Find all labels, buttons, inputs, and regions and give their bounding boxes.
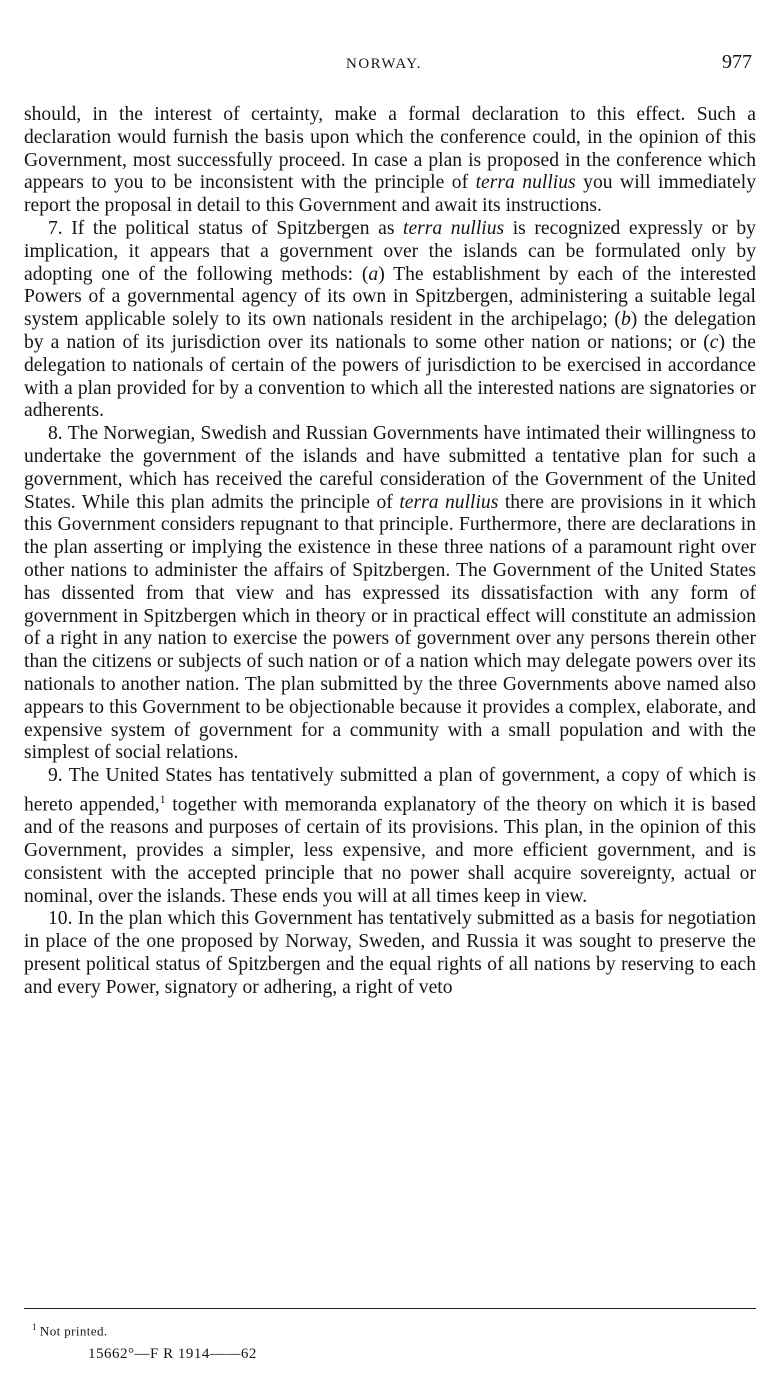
- footnote-marker: 1: [32, 1322, 37, 1332]
- text-run: you will immediately report the proposal in detail to this Government and await its instructions.: [24, 172, 756, 217]
- text-run: ) the delegation to nationals of certain of the powers of jurisdiction to be exercised in accordance with a plan provided for by a convention to which all the interested nations are signatories or adherents.: [24, 331, 756, 422]
- text-run: together with memoranda explanatory of the theory on which it is based and of the reasons and purposes of certain of its provisions. This plan, in the opinion of this Government, provides a simpler, less expensive, and more efficient government, and is consistent with the accepted principle that no power shall acquire sovereignty, actual or nominal, over the islands. These ends you will at all times keep in view.: [24, 794, 757, 907]
- text-run: should, in the interest of certainty, make a formal declaration to this effect. Such a declaration would furnish the basis upon which the conference could, in the opinion of this Government, most successfully proceed. In case a plan is proposed in the conference which appears to you to be inconsistent with the principle of: [24, 104, 756, 194]
- text-run: 9. The United States has tentatively submitted a plan of government, a copy of which is hereto appended,: [24, 765, 756, 816]
- printer-signature-line: 15662°—F R 1914——62: [88, 1346, 257, 1362]
- text-run: there are provisions in it which this Government considers repugnant to that principle. Furthermore, there are declarations in the plan asserting or implying the existence in these three nations of a paramount right over other nations to administer the affairs of Spitzbergen. The Government of the United States has dissented from that view and has expressed its dissatisfaction with any form of government in Spitzbergen which in theory or in practical effect will constitute an admission of a right in any nation to exercise the powers of government over any persons therein other than the citizens or subjects of such nation or of a nation which may delegate powers over its nationals to another nation. The plan submitted by the three Governments above named also appears to this Government to be objectionable because it provides a complex, elaborate, and expensive system of government for a community with a small population and with the simplest of social relations.: [24, 491, 756, 764]
- italic-term: terra nullius: [475, 172, 576, 194]
- body-text: [24, 104, 756, 1000]
- text-run: 10. In the plan which this Government has tentatively submitted as a basis for negotiation in place of the one proposed by Norway, Sweden, and Russia it was sought to preserve the present political status of Spitzbergen and the equal rights of all nations by reserving to each and every Power, signatory or adhering, a right of veto: [24, 908, 756, 998]
- running-title: NORWAY.: [346, 56, 422, 72]
- text-run: 8. The Norwegian, Swedish and Russian Governments have intimated their willingness to undertake the government of the islands and have submitted a tentative plan for such a government, which has received the careful consideration of the Government of the United States. While this plan admits the principle of: [24, 423, 756, 513]
- paragraph-9: [24, 765, 756, 908]
- footnote-divider: [24, 1308, 756, 1309]
- italic-letter: a: [368, 263, 379, 285]
- footnote: [32, 1322, 108, 1339]
- footnote-reference[interactable]: 1: [159, 791, 166, 806]
- paragraph-8: [24, 423, 756, 765]
- paragraph-continuation: [24, 104, 756, 218]
- italic-letter: c: [709, 331, 719, 353]
- page-number: 977: [722, 51, 752, 73]
- text-run: ) the delegation by a nation of its jurisdiction over its nationals to some other nation or nations; or (: [24, 309, 757, 353]
- text-run: ) The establishment by each of the interested Powers of a governmental agency of its own in Spitzbergen, administering a suitable legal system applicable solely to its own nationals resident in the archipelago; (: [24, 263, 756, 331]
- text-run: is recognized expressly or by implication, it appears that a government over the islands can be formulated only by adopting one of the following methods: (: [24, 217, 756, 285]
- text-run: 7. If the political status of Spitzbergen as: [48, 217, 404, 239]
- italic-letter: b: [620, 309, 631, 331]
- paragraph-10: [24, 908, 756, 999]
- footnote-text: Not printed.: [39, 1323, 108, 1339]
- paragraph-7: [24, 218, 756, 423]
- italic-term: terra nullius: [403, 217, 505, 239]
- italic-term: terra nullius: [399, 491, 499, 513]
